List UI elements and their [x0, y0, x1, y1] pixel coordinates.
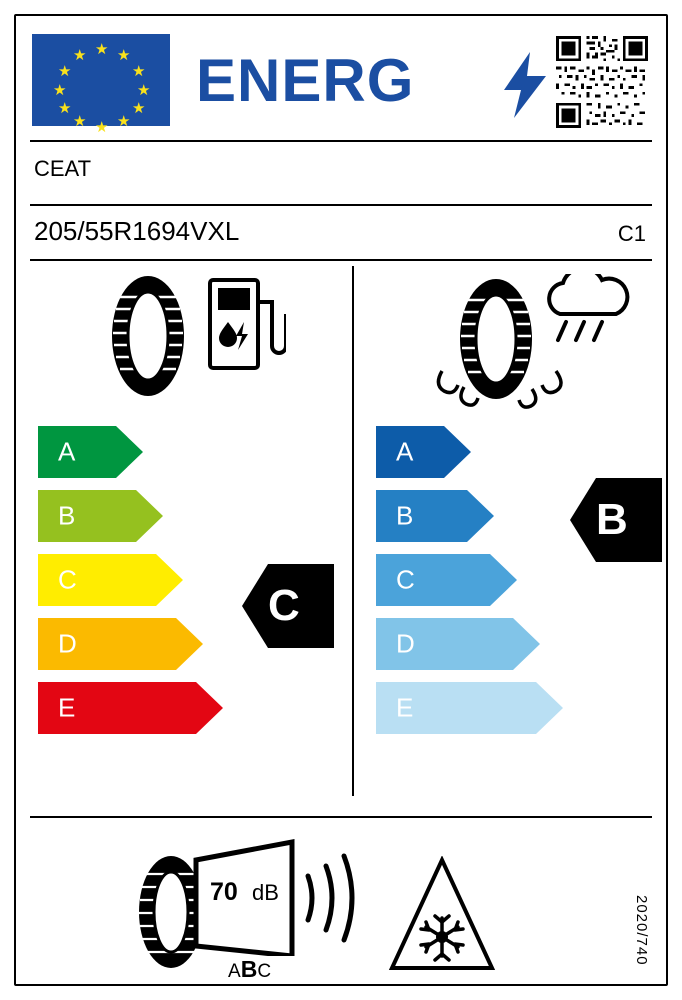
- divider-size: [30, 259, 652, 261]
- noise-class-b: B: [240, 956, 258, 982]
- grade-letter: A: [396, 436, 414, 467]
- tyre-size: 205/55R1694VXL: [34, 216, 240, 246]
- grade-row-a: [38, 426, 338, 478]
- grade-letter: E: [396, 692, 414, 723]
- noise-class-c: C: [257, 961, 272, 982]
- energy-title: ENERG: [196, 47, 415, 114]
- grade-letter: B: [396, 500, 414, 531]
- label-header: [16, 16, 666, 138]
- wet-grip-result: [570, 478, 662, 562]
- grade-letter: D: [396, 628, 415, 659]
- grade-letter: C: [396, 564, 415, 595]
- tyre-class-code: C1: [617, 221, 646, 246]
- grade-row-b: [38, 490, 338, 542]
- noise-db-value: 70: [210, 878, 238, 906]
- grade-row-a: [376, 426, 676, 478]
- tyre-energy-label: [14, 14, 668, 986]
- noise-db-unit: dB: [252, 880, 279, 905]
- grade-row-e: [376, 682, 676, 734]
- grade-row-d: [376, 618, 676, 670]
- grade-letter: D: [58, 628, 77, 659]
- grade-row-e: [38, 682, 338, 734]
- lightning-bolt-icon: [502, 52, 548, 118]
- divider-bottom: [30, 816, 652, 818]
- fuel-result-letter: C: [268, 581, 300, 630]
- grade-letter: C: [58, 564, 77, 595]
- snowflake-mountain-icon: [388, 856, 496, 974]
- label-year: 2020/740: [633, 895, 650, 966]
- eu-flag-icon: ★ ★ ★ ★ ★ ★ ★ ★ ★ ★ ★ ★: [32, 34, 170, 126]
- grade-letter: A: [58, 436, 76, 467]
- grade-letter: E: [58, 692, 76, 723]
- wet-result-letter: B: [596, 495, 628, 544]
- qr-code-icon: [556, 36, 648, 128]
- fuel-pump-icon: [202, 274, 286, 374]
- divider-header: [30, 140, 652, 142]
- noise-class-scale: [228, 956, 271, 983]
- rain-cloud-icon: [536, 274, 636, 354]
- noise-class-a: A: [228, 961, 241, 982]
- divider-brand: [30, 204, 652, 206]
- fuel-efficiency-result: [242, 564, 334, 648]
- panel-divider: [352, 266, 354, 796]
- brand-name: CEAT: [34, 156, 92, 181]
- wet-grip-scale: [376, 426, 676, 746]
- grade-letter: B: [58, 500, 76, 531]
